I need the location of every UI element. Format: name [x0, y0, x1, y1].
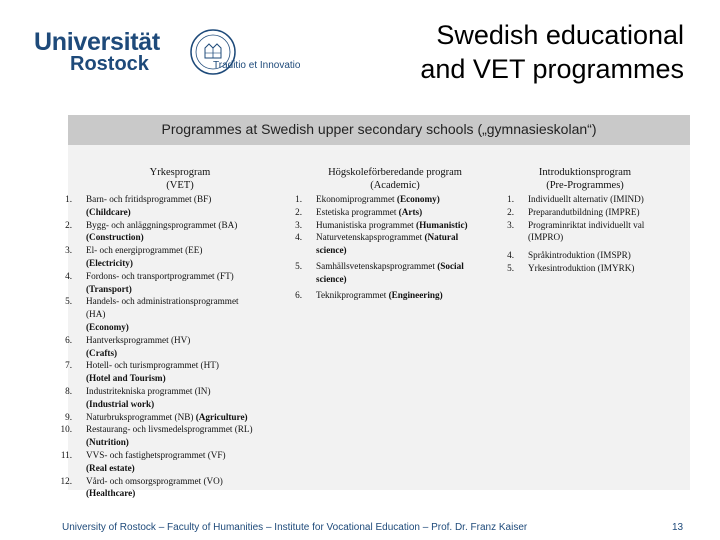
- item-number: 5.: [507, 262, 514, 273]
- item-text: Humanistiska programmet: [316, 219, 414, 230]
- list-item: [56, 219, 296, 245]
- list-item: [286, 231, 501, 257]
- item-number: 5.: [295, 260, 302, 271]
- intro-heading-line2: (Pre-Programmes): [546, 180, 624, 191]
- list-item: [498, 219, 688, 245]
- item-number: 4.: [507, 250, 514, 261]
- item-text: Programinriktat individuellt val: [528, 219, 645, 230]
- item-text: Estetiska programmet: [316, 206, 397, 217]
- footer-text: University of Rostock – Faculty of Humanities – Institute for Vocational Education – Prof. Dr. Franz Kaiser: [62, 522, 528, 533]
- item-number: 2.: [65, 219, 72, 230]
- academic-heading-line2: (Academic): [370, 180, 420, 191]
- item-number: 3.: [65, 245, 72, 256]
- item-english: (Crafts): [86, 347, 118, 358]
- academic-programme-list: [286, 193, 501, 301]
- list-item: [286, 193, 501, 206]
- slide-title-line1: Swedish educational: [436, 20, 684, 50]
- item-number: 9.: [65, 411, 72, 422]
- item-text: Hotell- och turismprogrammet (HT): [86, 360, 219, 371]
- slide-title-line2: and VET programmes: [420, 54, 684, 84]
- item-english: (Childcare): [86, 206, 131, 217]
- list-item: [56, 449, 296, 475]
- item-number: 1.: [295, 194, 302, 204]
- item-english: (Hotel and Tourism): [86, 373, 166, 384]
- item-text: Handels- och administrationsprogrammet: [86, 296, 239, 307]
- item-english: (Healthcare): [86, 488, 136, 499]
- list-item: [56, 475, 296, 501]
- item-text-continued: (HA): [86, 309, 106, 320]
- item-text: El- och energiprogrammet (EE): [86, 245, 203, 256]
- item-number: 10.: [60, 424, 72, 435]
- vet-programme-list: [56, 193, 296, 500]
- item-text: Bygg- och anläggningsprogrammet (BA): [86, 219, 238, 230]
- list-item: [498, 193, 688, 206]
- slide-title: [420, 18, 684, 86]
- logo-city: Rostock: [70, 53, 149, 75]
- item-english: (Arts): [398, 206, 423, 217]
- intro-heading-line1: Introduktionsprogram: [538, 167, 632, 178]
- item-text: Individuellt alternativ (IMIND): [528, 194, 644, 204]
- list-item: [56, 334, 296, 360]
- list-item: [498, 262, 688, 275]
- item-english: (Engineering): [388, 289, 443, 300]
- list-item: [286, 289, 501, 302]
- item-number: 4.: [65, 270, 72, 281]
- item-text: Ekonomiprogrammet: [316, 194, 395, 204]
- item-number: 1.: [507, 194, 514, 204]
- list-item: [56, 244, 296, 270]
- item-number: 4.: [295, 232, 302, 243]
- item-text: Hantverksprogrammet (HV): [86, 334, 191, 345]
- item-number: 7.: [65, 360, 72, 371]
- item-number: 6.: [295, 289, 302, 300]
- item-number: 8.: [65, 385, 72, 396]
- list-item: [56, 385, 296, 411]
- item-text: VVS- och fastighetsprogrammet (VF): [86, 449, 226, 460]
- item-english: (Industrial work): [86, 398, 155, 409]
- item-english-continued: science): [316, 273, 347, 284]
- item-english-continued: science): [316, 245, 347, 256]
- list-item: [56, 411, 296, 424]
- item-english: (Economy): [396, 194, 440, 204]
- item-text: Preparandutbildning (IMPRE): [528, 206, 640, 217]
- item-number: 2.: [507, 206, 514, 217]
- item-english: (Transport): [86, 283, 132, 294]
- item-text: Teknikprogrammet: [316, 289, 387, 300]
- vet-heading-line2: (VET): [166, 180, 194, 191]
- list-item: [56, 359, 296, 385]
- list-item: [56, 270, 296, 296]
- item-text-continued: (IMPRO): [528, 232, 564, 243]
- item-text: Yrkesintroduktion (IMYRK): [528, 262, 635, 273]
- item-english: (Electricity): [86, 257, 133, 268]
- item-english: (Construction): [86, 232, 144, 243]
- logo-motto: Traditio et Innovatio: [213, 60, 301, 71]
- section-band-text: Programmes at Swedish upper secondary schools („gymnasieskolan“): [161, 121, 597, 137]
- item-text: Vård- och omsorgsprogrammet (VO): [86, 475, 223, 486]
- item-number: 3.: [295, 219, 302, 230]
- item-text: Naturvetenskapsprogrammet: [316, 232, 423, 243]
- vet-heading-line1: Yrkesprogram: [149, 167, 211, 178]
- list-item: [286, 206, 501, 219]
- vet-column-heading: [100, 166, 260, 192]
- intro-programme-list: [498, 193, 688, 275]
- section-band: [68, 115, 690, 145]
- item-number: 2.: [295, 206, 302, 217]
- logo-name: Universität: [34, 28, 160, 56]
- item-number: 5.: [65, 296, 72, 307]
- item-english: (Humanistic): [416, 219, 468, 230]
- item-english: (Agriculture): [195, 411, 248, 422]
- item-number: 6.: [65, 334, 72, 345]
- item-english: (Economy): [86, 321, 129, 332]
- item-text: Samhällsvetenskapsprogrammet: [316, 260, 435, 271]
- item-text: Fordons- och transportprogrammet (FT): [86, 270, 234, 281]
- university-logo: [34, 28, 301, 78]
- item-text: Restaurang- och livsmedelsprogrammet (RL): [86, 424, 253, 435]
- item-english: (Nutrition): [86, 437, 129, 448]
- academic-column-heading: [305, 166, 485, 192]
- page-number: 13: [672, 522, 684, 533]
- item-text: Språkintroduktion (IMSPR): [528, 250, 631, 261]
- list-item: [286, 219, 501, 232]
- list-item: [498, 206, 688, 219]
- list-item: [56, 295, 296, 333]
- list-item: [56, 423, 296, 449]
- item-number: 11.: [60, 449, 72, 460]
- item-number: 1.: [65, 194, 72, 204]
- item-text: Industritekniska programmet (IN): [86, 385, 211, 396]
- list-item: [498, 249, 688, 262]
- item-text: Barn- och fritidsprogrammet (BF): [86, 194, 212, 204]
- list-item: [56, 193, 296, 219]
- item-english: (Social: [437, 260, 464, 271]
- item-number: 12.: [60, 475, 72, 486]
- item-text: Naturbruksprogrammet (NB): [86, 411, 194, 422]
- item-english: (Real estate): [86, 462, 135, 473]
- item-english: (Natural: [424, 232, 459, 243]
- academic-heading-line1: Högskoleförberedande program: [328, 167, 462, 178]
- intro-column-heading: [510, 166, 660, 192]
- item-number: 3.: [507, 219, 514, 230]
- list-item: [286, 260, 501, 286]
